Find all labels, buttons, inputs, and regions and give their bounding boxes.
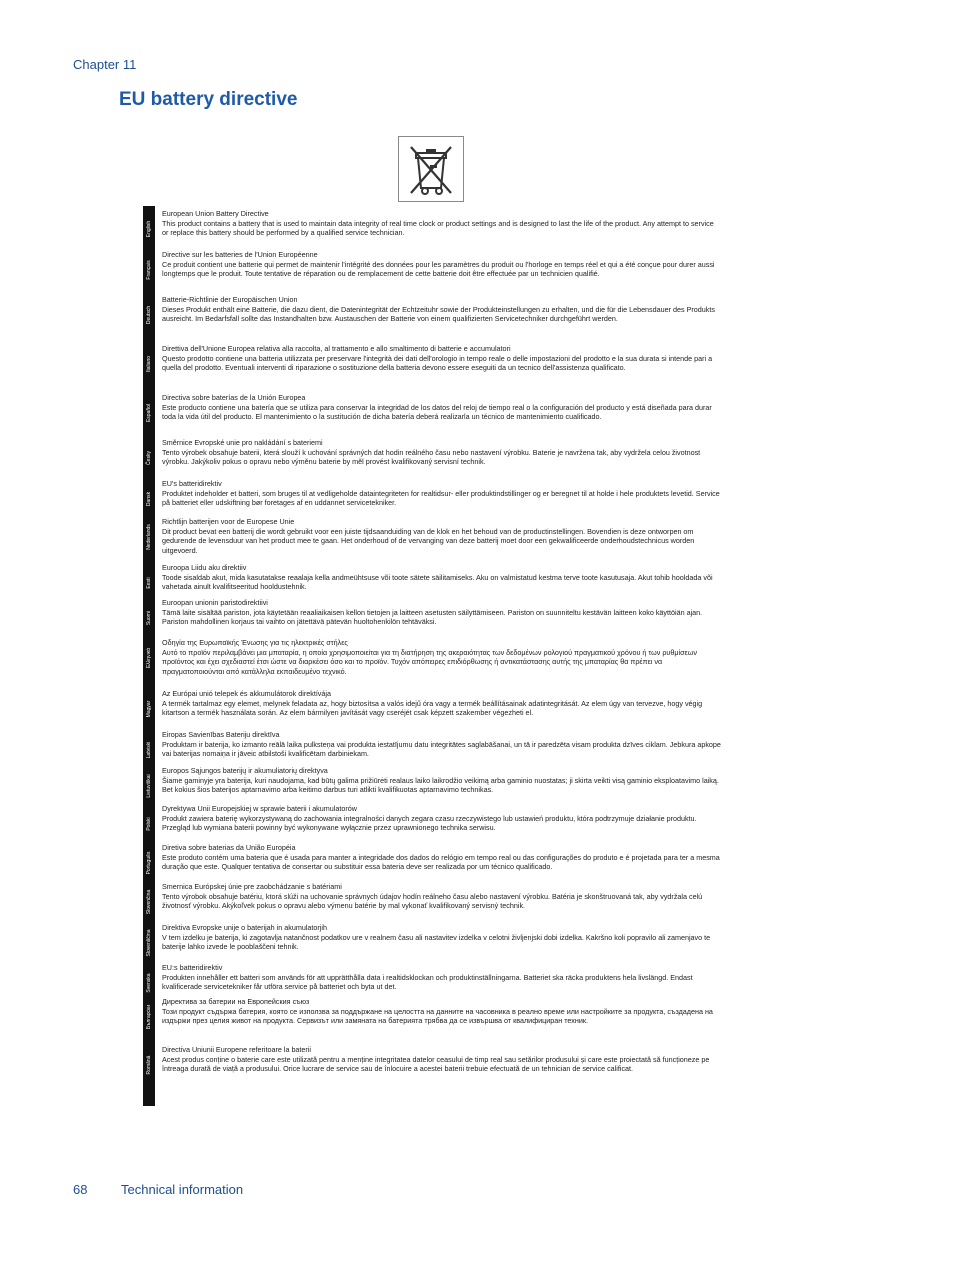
language-label-text: Български xyxy=(146,1004,152,1030)
directive-heading: Euroopa Liidu aku direktiiv xyxy=(162,563,247,572)
language-label xyxy=(144,638,154,678)
directive-block xyxy=(162,563,722,592)
directive-heading: Batterie-Richtlinie der Europäischen Union xyxy=(162,295,298,304)
language-label xyxy=(144,344,154,384)
language-label xyxy=(144,438,154,478)
directive-block xyxy=(162,689,722,718)
directive-heading: Directiva sobre baterías de la Unión Europea xyxy=(162,393,306,402)
directive-heading: Dyrektywa Unii Europejskiej w sprawie baterii i akumulatorów xyxy=(162,804,357,813)
footer-section: Technical information xyxy=(121,1182,244,1197)
language-label xyxy=(144,563,154,603)
language-label-text: Lietuviškai xyxy=(146,774,152,798)
language-label-text: Română xyxy=(146,1055,152,1075)
directive-body: Produktet indeholder et batteri, som bruges til at vedligeholde dataintegriteten for realtidsur- eller produktindstillinger og er beregnet til at holde i hele produktets levetid. Service på batteriet eller udskiftning bør foretages af en uddannet servicetekniker. xyxy=(162,488,720,508)
directive-block xyxy=(162,250,722,279)
language-label-text: Eesti xyxy=(146,577,152,589)
language-label xyxy=(144,882,154,922)
directive-block xyxy=(162,963,722,992)
directive-block xyxy=(162,843,722,872)
directive-block xyxy=(162,882,722,911)
language-label xyxy=(144,209,154,249)
directive-body: Acest produs conține o baterie care este utilizată pentru a menține integritatea datelor ceasului de timp real sau setărilor produsului și care este proiectată să funcționeze pe întreaga durată de viață a produsului. Orice lucrare de service sau de înlocuire a acestei baterii trebuie efectuată de un tehnician de service calificat. xyxy=(162,1054,710,1074)
directive-body: A termék tartalmaz egy elemet, melynek feladata az, hogy biztosítsa a valós idejű óra vagy a termék beállításainak adatintegritását. Az elem úgy van tervezve, hogy végig kitartson a termék használata során. Az elem bármilyen javítását vagy cseréjét csak képzett szakember végezheti el. xyxy=(162,698,703,718)
directive-heading: Eiropas Savienības Bateriju direktīva xyxy=(162,730,280,739)
directive-body: Šiame gaminyje yra baterija, kuri naudojama, kad būtų galima prižiūrėti realaus laiko laikrodžio veikimą arba gaminio nuostatas; ji skirta veikti visą gaminio eksploatavimo laiką. Bet kokius šios baterijos aptarnavimo arba keitimo darbus turi atlikti kvalifikuotas aptarnavimo technikas. xyxy=(162,775,719,795)
directive-body: Produktam ir baterija, ko izmanto reālā laika pulksteņa vai produkta iestatījumu datu integritātes saglabāšanai, un tā ir paredzēta visam produkta dzīves ciklam. Jebkura apkope vai baterijas nomaiņa ir jāveic atbilstoši kvalificētam darbiniekam. xyxy=(162,739,721,759)
language-label xyxy=(144,393,154,433)
language-label-text: Italiano xyxy=(146,355,152,373)
language-label xyxy=(144,598,154,638)
language-label-text: Svenska xyxy=(146,973,152,993)
directive-block xyxy=(162,393,722,422)
language-label xyxy=(144,517,154,557)
language-label xyxy=(144,730,154,770)
language-label-text: Česky xyxy=(146,451,152,465)
language-label xyxy=(144,923,154,963)
language-label-text: Dansk xyxy=(146,491,152,507)
directive-heading: Директива за батерии на Европейския съюз xyxy=(162,997,310,1006)
directive-block xyxy=(162,209,722,238)
directive-body: This product contains a battery that is used to maintain data integrity of real time clock or product settings and is designed to last the life of the product. Any attempt to service or replace this battery should be performed by a qualified service technician. xyxy=(162,218,714,238)
directive-body: Ce produit contient une batterie qui permet de maintenir l'intégrité des données pour les paramètres du produit ou l'horloge en temps réel et qui a été conçue pour durer aussi longtemps que le produit. Toute tentative de réparation ou de remplacement de cette batterie doit être effectuée par un technicien qualifié. xyxy=(162,259,715,279)
directive-heading: EU:s batteridirektiv xyxy=(162,963,223,972)
chapter-label: Chapter 11 xyxy=(73,57,137,72)
page-title: EU battery directive xyxy=(119,89,298,110)
directive-block xyxy=(162,479,722,508)
directive-block xyxy=(162,804,722,833)
directive-body: Este producto contiene una batería que se utiliza para conservar la integridad de los datos del reloj de tiempo real o la configuración del producto y está diseñada para durar toda la vida útil del producto. El mantenimiento o la sustitución de dicha batería deberá realizarla un técnico de mantenimiento cualificado. xyxy=(162,402,712,422)
directive-block xyxy=(162,598,722,627)
language-label-text: Nederlands xyxy=(146,524,152,550)
directive-block xyxy=(162,438,722,467)
crossed-out-wheelie-bin-icon xyxy=(398,136,464,202)
directive-block xyxy=(162,1045,722,1074)
directive-heading: Direktiva Evropske unije o baterijah in akumulatorjih xyxy=(162,923,327,932)
directive-body: Dit product bevat een batterij die wordt gebruikt voor een juiste tijdsaanduiding van de klok en het behoud van de productinstellingen. Bovendien is deze ontworpen om gedurende de levensduur van het product mee te gaan. Het onderhoud of de vervanging van deze batterij moet door een gekwalificeerde onderhoudstechnicus worden uitgevoerd. xyxy=(162,526,695,555)
directive-heading: Euroopan unionin paristodirektiivi xyxy=(162,598,268,607)
language-label xyxy=(144,1045,154,1085)
directive-heading: Οδηγία της Ευρωπαϊκής Ένωσης για τις ηλεκτρικές στήλες xyxy=(162,638,348,647)
language-label-text: Polski xyxy=(146,817,152,831)
page-number: 68 xyxy=(73,1182,88,1197)
directive-block xyxy=(162,997,722,1026)
directive-body: V tem izdelku je baterija, ki zagotavlja natančnost podatkov ure v realnem času ali nastavitev izdelka v celotni življenjski dobi izdelka. Kakršno koli popravilo ali zamenjavo te baterije lahko izvede le pooblaščeni tehnik. xyxy=(162,932,711,952)
language-label xyxy=(144,689,154,729)
language-label-text: Español xyxy=(146,403,152,423)
language-label-text: Ελληνικά xyxy=(146,647,152,669)
directive-block xyxy=(162,923,722,952)
language-label-text: English xyxy=(146,220,152,238)
directive-heading: Direttiva dell'Unione Europea relativa alla raccolta, al trattamento e allo smaltimento di batterie e accumulatori xyxy=(162,344,511,353)
directive-heading: Europos Sąjungos baterijų ir akumuliatorių direktyva xyxy=(162,766,328,775)
directive-body: Produkten innehåller ett batteri som används för att upprätthålla data i realtidsklockan och produktinställningarna. Batteriet ska räcka produktens hela livslängd. Endast kvalificerade servicetekniker får utföra service på batteriet och byta ut det. xyxy=(162,972,693,992)
directive-block xyxy=(162,517,722,555)
directive-body: Este produto contém uma bateria que é usada para manter a integridade dos dados do relógio em tempo real ou das configurações do produto e é projetada para ter a mesma duração que este. Qualquer tentativa de consertar ou substituir essa bateria deve ser realizada por um técnico qualificado. xyxy=(162,852,720,872)
language-label-text: Français xyxy=(146,260,152,280)
directive-heading: Smernica Európskej únie pre zaobchádzanie s batériami xyxy=(162,882,342,891)
language-label-text: Português xyxy=(146,851,152,875)
directive-heading: Směrnice Evropské unie pro nakládání s bateriemi xyxy=(162,438,323,447)
language-label xyxy=(144,997,154,1037)
directive-body: Tämä laite sisältää pariston, jota käytetään reaaliaikaisen kellon tietojen ja laitteen asetusten säilyttämiseen. Pariston on suunniteltu kestävän laitteen koko käyttöiän ajan. Pariston mahdollinen korjaus tai vaihto on jätettävä pätevän huoltohenkilön tehtäväksi. xyxy=(162,607,703,627)
language-label-text: Slovenčina xyxy=(146,889,152,915)
language-label xyxy=(144,843,154,883)
language-label-text: Magyar xyxy=(146,700,152,718)
directive-body: Produkt zawiera baterię wykorzystywaną do zachowania integralności danych zegara czasu rzeczywistego lub ustawień produktu, która podtrzymuje działanie produktu. Przegląd lub wymiana baterii powinny być wykonywane wyłącznie przez uprawnionego technika serwisu. xyxy=(162,813,697,833)
directive-body: Tento výrobok obsahuje batériu, ktorá slúži na uchovanie správnych údajov hodín reálneho času alebo nastavení výrobku. Batéria je skonštruovaná tak, aby vydržala celú životnosť výrobku. Akýkoľvek pokus o opravu alebo výmenu batérie by mal vykonať kvalifikovaný servisný technik. xyxy=(162,891,703,911)
language-label xyxy=(144,250,154,290)
directive-body: Questo prodotto contiene una batteria utilizzata per preservare l'integrità dei dati dell'orologio in tempo reale o delle impostazioni del prodotto e la sua durata si intende pari a quella del prodotto. Eventuali interventi di riparazione o sostituzione della batteria devono essere eseguiti da un tecnico dell'assistenza qualificato. xyxy=(162,353,713,373)
directive-block xyxy=(162,295,722,324)
directive-body: Dieses Produkt enthält eine Batterie, die dazu dient, die Datenintegrität der Echtzeituhr sowie der Produkteinstellungen zu erhalten, und die für die Lebensdauer des Produkts ausreicht. Im Bedarfsfall sollte das Instandhalten bzw. Austauschen der Batterie von einem qualifizierten Servicetechniker durchgeführt werden. xyxy=(162,304,715,324)
directive-block xyxy=(162,766,722,795)
directive-heading: Directiva Uniunii Europene referitoare la baterii xyxy=(162,1045,312,1054)
directive-heading: Diretiva sobre baterias da União Européia xyxy=(162,843,296,852)
directive-heading: EU's batteridirektiv xyxy=(162,479,222,488)
language-label-text: Latviski xyxy=(146,741,152,759)
directive-heading: European Union Battery Directive xyxy=(162,209,269,218)
language-label xyxy=(144,804,154,844)
language-label xyxy=(144,295,154,335)
directive-block xyxy=(162,638,722,676)
directive-heading: Richtlijn batterijen voor de Europese Unie xyxy=(162,517,295,526)
directive-body: Toode sisaldab akut, mida kasutatakse reaalaja kella andmeühtsuse või toote sätete säilitamiseks. Aku on valmistatud kestma terve toote kasutusaja. Akut tohib hooldada või vahetada ainult kvalifitseeritud hooldustehnik. xyxy=(162,572,713,592)
directive-body: Този продукт съдържа батерия, която се използва за поддържане на целостта на данните на часовника в реално време или настройките за продукта, създадена на издържи през целия живот на продукта. Сервизът или замяната на батерията трябва да се извършва от квалифициран техник. xyxy=(162,1006,713,1026)
directive-body: Tento výrobek obsahuje baterii, která slouží k uchování správných dat hodin reálného času nebo nastavení výrobku. Baterie je navržena tak, aby vydržela celou životnost výrobku. Jakýkoliv pokus o opravu nebo výměnu baterie by měl provést kvalifikovaný servisní technik. xyxy=(162,447,701,467)
language-label xyxy=(144,479,154,519)
directive-block xyxy=(162,730,722,759)
directive-body: Αυτό το προϊόν περιλαμβάνει μια μπαταρία, η οποία χρησιμοποιείται για τη διατήρηση της ακεραιότητας των δεδομένων ρολογιού πραγματικού χρόνου ή των ρυθμίσεων προϊόντος και έχει σχεδιαστεί έτσι ώστε να διαρκέσει όσο και το προϊόν. Τυχόν απόπειρες επιδιόρθωσης ή αντικατάστασης αυτής της μπαταρίας θα πρέπει να πραγματοποιούνται από κατάλληλα εκπαιδευμένο τεχνικό. xyxy=(162,647,697,676)
language-label-text: Deutsch xyxy=(146,305,152,325)
language-label xyxy=(144,766,154,806)
language-sidebar xyxy=(143,206,155,1106)
directive-block xyxy=(162,344,722,373)
language-label-text: Slovenščina xyxy=(146,929,152,957)
battery-directive-panel xyxy=(143,206,723,1106)
language-label-text: Suomi xyxy=(146,610,152,626)
directive-heading: Directive sur les batteries de l'Union Européenne xyxy=(162,250,318,259)
directive-heading: Az Európai unió telepek és akkumulátorok direktívája xyxy=(162,689,331,698)
